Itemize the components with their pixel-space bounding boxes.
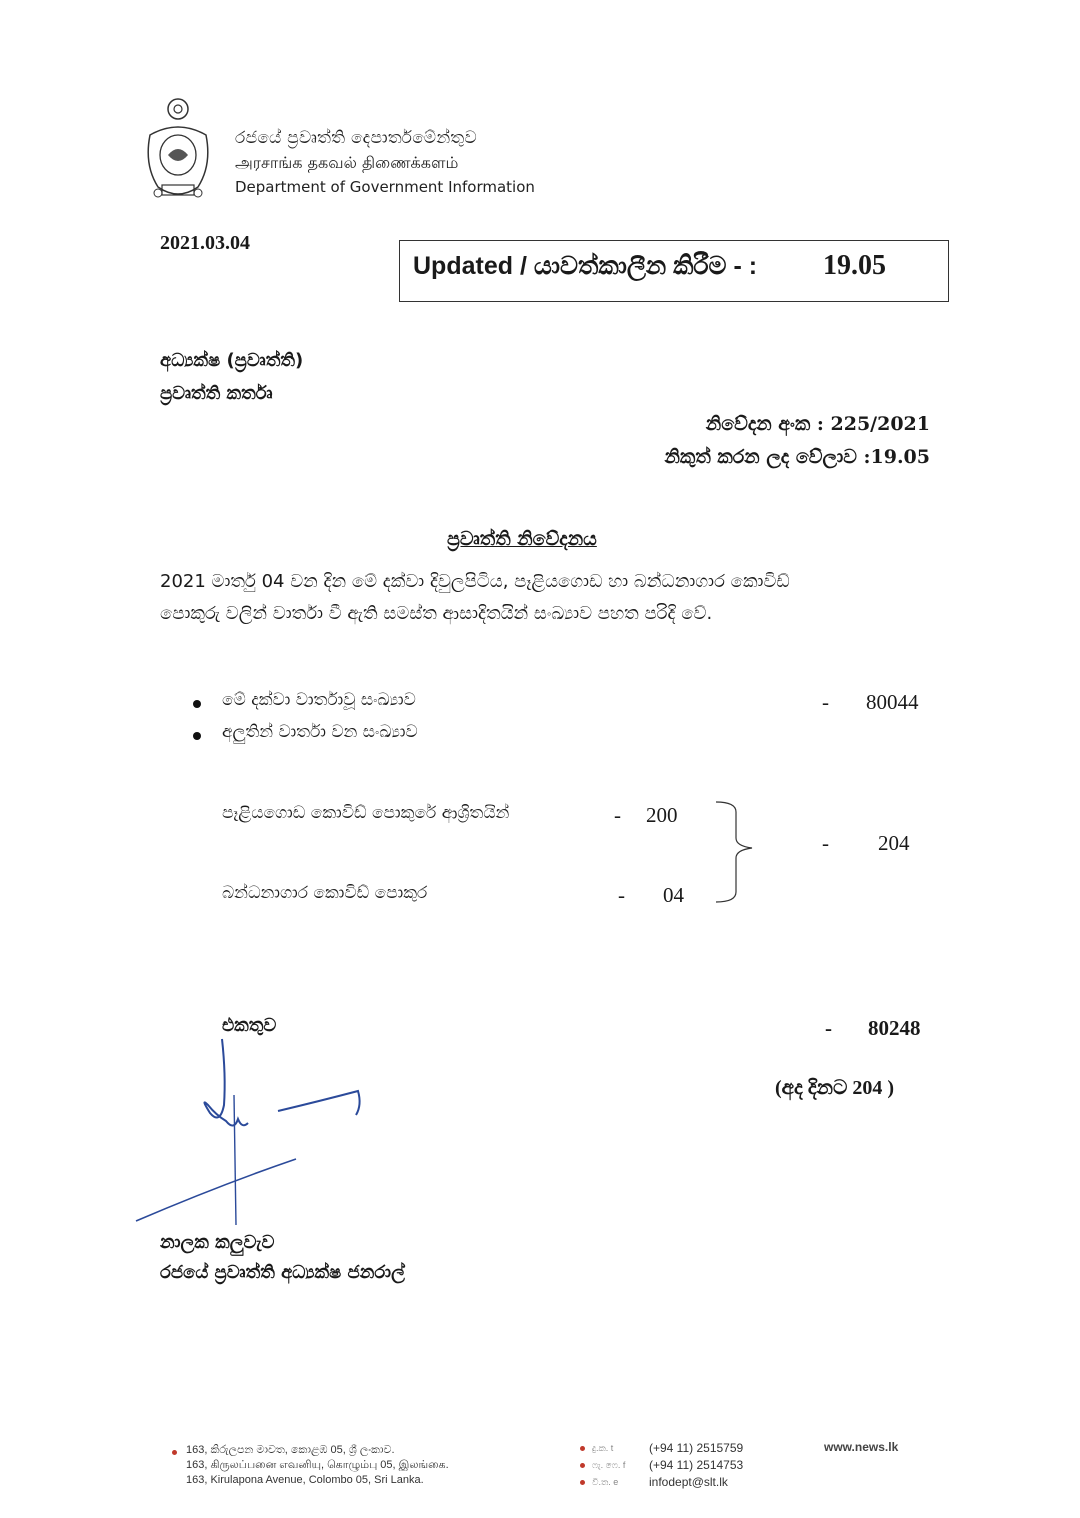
issued-time: නිකුත් කරන ලද වේලාව :19.05 <box>664 446 930 468</box>
department-name-tamil: அரசாங்க தகவல் திணைக்களம் <box>235 153 459 172</box>
document-date: 2021.03.04 <box>160 232 250 254</box>
telephone: (+94 11) 2515759 <box>649 1441 744 1455</box>
signatory-title: රජයේ ප්‍රවෘත්ති අධ්‍යක්ෂ ජනරාල් <box>160 1262 405 1283</box>
body-line-2: පොකුරු වලින් වාර්තා වී ඇති සමස්ත ආසාදිතයින් සංඛ්‍යාව පහත පරිදි වේ. <box>160 603 713 624</box>
new-count-label: අලුතින් වාර්තා වන සංඛ්‍යාව <box>222 722 418 742</box>
footer-address <box>186 1443 449 1488</box>
signatory-name: නාලක කලුවැව <box>160 1232 275 1253</box>
address-english: 163, Kirulapona Avenue, Colombo 05, Sri Lanka. <box>186 1474 424 1486</box>
department-name-english: Department of Government Information <box>235 178 535 196</box>
dash: - <box>614 803 621 827</box>
sri-lanka-emblem-icon <box>140 95 216 205</box>
update-label: Updated / යාවත්කාලීන කිරීම - : <box>413 252 758 280</box>
bullet-icon <box>193 732 201 740</box>
prison-cluster-value: 04 <box>663 883 684 907</box>
signature <box>130 1035 380 1225</box>
footer-bullet-icon <box>580 1446 585 1451</box>
fax-label: ෆැ. ෆෙ. f <box>592 1460 626 1470</box>
footer-bullet-icon <box>580 1480 585 1485</box>
total-value: 80248 <box>868 1016 921 1040</box>
address-tamil: 163, கிருலப்பனை எவனியு, கொழும்பு 05, இலங்கை. <box>186 1459 449 1471</box>
today-count: (අද දිනට 204 ) <box>775 1077 895 1099</box>
department-name-sinhala: රජයේ ප්‍රවෘත්ති දෙපාර්තමේන්තුව <box>235 128 478 148</box>
total-label: එකතුව <box>222 1015 277 1036</box>
peliyagoda-cluster-label: පෑළියගොඩ කොවිඩ් පොකුරේ ආශ්‍රිතයින් <box>222 803 510 823</box>
email-label: වි.ත. e <box>592 1477 619 1487</box>
brace-icon <box>712 798 762 908</box>
body-line-1: 2021 මාර්තු 04 වන දින මේ දක්වා දිවුලපිටිය, පෑළියගොඩ හා බන්ධනාගාර කොවිඩ් <box>160 571 790 592</box>
fax: (+94 11) 2514753 <box>649 1458 744 1472</box>
tel-label: දු.ක. t <box>592 1443 614 1453</box>
footer-contact <box>649 1440 743 1491</box>
notice-number: නිවේදන අංක : 225/2021 <box>705 413 930 435</box>
dash: - <box>822 831 829 855</box>
email-link[interactable]: infodept@slt.lk <box>649 1475 728 1489</box>
prison-cluster-label: බන්ධනාගාර කොවිඩ් පොකුර <box>222 883 428 903</box>
footer-bullet-icon <box>580 1463 585 1468</box>
dash: - <box>825 1016 832 1040</box>
website-link[interactable]: www.news.lk <box>824 1440 899 1454</box>
new-count-total: 204 <box>878 831 910 855</box>
dash: - <box>822 690 829 714</box>
reported-count-value: 80044 <box>866 690 919 714</box>
address-sinhala: 163, කිරුලපන මාවත, කොළඹ 05, ශ්‍රී ලංකාව. <box>186 1444 395 1456</box>
peliyagoda-cluster-value: 200 <box>646 803 678 827</box>
addressee-line-1: අධ්‍යක්ෂ (ප්‍රවෘත්ති) <box>160 350 304 371</box>
dash: - <box>618 883 625 907</box>
update-time: 19.05 <box>823 250 886 281</box>
reported-count-label: මේ දක්වා වාර්තාවූ සංඛ්‍යාව <box>222 690 416 710</box>
footer-bullet-icon <box>172 1450 177 1455</box>
page-title: ප්‍රවෘත්ති නිවේදනය <box>447 528 597 550</box>
bullet-icon <box>193 700 201 708</box>
footer-contact-labels <box>592 1440 625 1491</box>
addressee-line-2: ප්‍රවෘත්ති කර්තෘ <box>160 383 273 404</box>
